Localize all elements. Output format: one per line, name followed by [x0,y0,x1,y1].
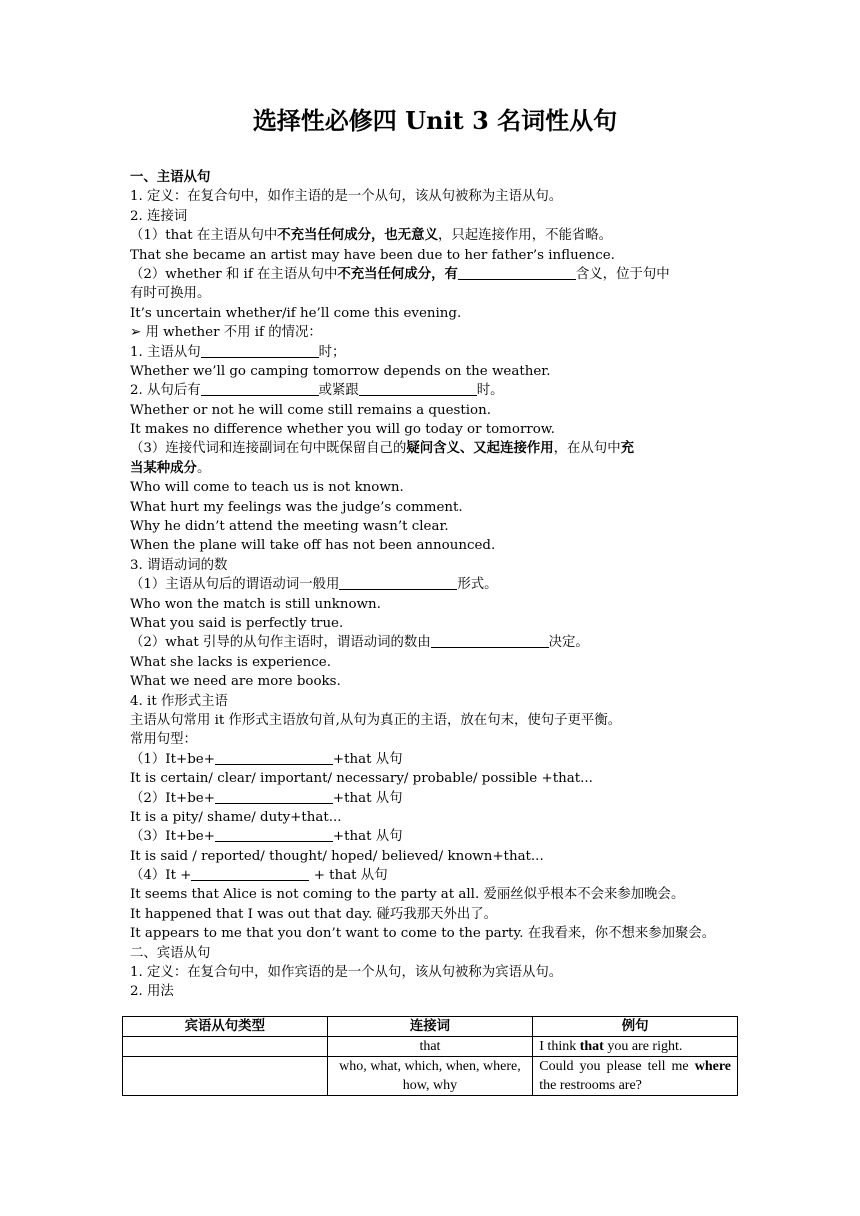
line-text: +that 从句 [332,751,403,767]
fill-in-blank [458,266,576,280]
line-text: It’s uncertain whether/if he’ll come this evening. [130,305,462,321]
text-line [130,265,736,284]
line-text: ，只起连接作用，不能省略。 [437,228,613,244]
document-body [130,168,736,1002]
text-line [130,905,736,924]
text-line [130,769,736,788]
table-cell-conjunction: that [327,1037,533,1057]
text-line [130,633,736,652]
line-text: 主语从句常用 it 作形式主语放句首,从句为真正的主语，放在句末，使句子更平衡。 [130,712,622,728]
line-text: What we need are more books. [130,674,341,690]
line-text: It is a pity/ shame/ duty+that... [130,809,342,825]
table-cell-type [123,1057,328,1096]
text-line [130,692,736,711]
line-text: Who will come to teach us is not known. [130,480,404,496]
example-text: I think [539,1039,580,1054]
text-line [130,730,736,749]
line-text: +that 从句 [332,790,403,806]
table-cell-example [533,1037,738,1057]
emphasized-text: 疑问含义、又起连接作用 [406,440,554,457]
line-text: （3）连接代词和连接副词在句中既保留自己的 [130,441,407,457]
line-text: 时。 [476,383,504,399]
emphasized-text: 不充当任何成分，也无意义 [277,227,438,244]
table-header-conjunction: 连接词 [327,1017,533,1037]
text-line [130,982,736,1001]
text-line [130,439,736,458]
line-text: What you said is perfectly true. [130,615,344,631]
table-header-type: 宾语从句类型 [123,1017,328,1037]
fill-in-blank [191,867,309,881]
line-text: It appears to me that you don’t want to come to the party. 在我看来，你不想来参加聚会。 [130,926,716,942]
line-text: （1）that 在主语从句中 [130,228,278,244]
line-text: ，在从句中 [553,441,621,457]
text-line [130,672,736,691]
text-line [130,885,736,904]
example-text: the restrooms are? [539,1078,642,1093]
line-text: 。 [196,460,211,476]
emphasized-text: 不充当任何成分，有 [337,265,458,282]
text-line [130,207,736,226]
line-text: Who won the match is still unknown. [130,596,381,612]
fill-in-blank [215,828,333,842]
text-line [130,168,736,187]
line-text: （1）It+be+ [130,751,215,767]
text-line [130,517,736,536]
text-line [130,614,736,633]
line-text: 2. 用法 [130,984,174,1000]
line-text: + that 从句 [309,868,388,884]
line-text: 形式。 [457,577,498,593]
text-line [130,478,736,497]
text-line [130,866,736,885]
table-cell-example [533,1057,738,1096]
fill-in-blank [201,382,319,396]
example-text: Could you please tell me [539,1059,695,1074]
line-text: That she became an artist may have been due to her father’s influence. [130,247,615,263]
line-text: ➢ 用 whether 不用 if 的情况： [130,325,322,341]
line-text: （1）主语从句后的谓语动词一般用 [130,577,340,593]
line-text: 一、主语从句 [130,169,211,185]
text-line [130,420,736,439]
table-cell-conjunction: who, what, which, when, where, how, why [327,1057,533,1096]
line-text: Whether we’ll go camping tomorrow depends on the weather. [130,363,551,379]
text-line [130,362,736,381]
line-text: 有时可换用。 [130,286,211,302]
line-text: It is said / reported/ thought/ hoped/ believed/ known+that... [130,848,544,864]
fill-in-blank [215,751,333,765]
text-line [130,653,736,672]
fill-in-blank [359,382,477,396]
line-text: 常用句型： [130,732,197,748]
line-text: 1. 定义：在复合句中，如作宾语的是一个从句，该从句被称为宾语从句。 [130,965,563,981]
line-text: 或紧跟 [318,383,359,399]
text-line [130,187,736,206]
line-text: What hurt my feelings was the judge’s comment. [130,499,463,515]
example-text: you are right. [603,1039,683,1054]
text-line [130,498,736,517]
text-line [130,808,736,827]
text-line [130,556,736,575]
line-text: （3）It+be+ [130,829,215,845]
line-text: When the plane will take off has not been announced. [130,538,496,554]
line-text: Why he didn’t attend the meeting wasn’t clear. [130,519,449,535]
line-text: （2）It+be+ [130,790,215,806]
example-keyword: that [579,1039,604,1054]
line-text: +that 从句 [332,829,403,845]
text-line [130,304,736,323]
text-line [130,284,736,303]
line-text: 1. 定义：在复合句中，如作主语的是一个从句，该从句被称为主语从句。 [130,189,563,205]
text-line [130,343,736,362]
text-line [130,789,736,808]
fill-in-blank [431,634,549,648]
text-line [130,595,736,614]
text-line [130,944,736,963]
line-text: 4. it 作形式主语 [130,693,228,709]
text-line [130,827,736,846]
object-clause-table [122,1016,738,1096]
table-header-example: 例句 [533,1017,738,1037]
fill-in-blank [201,344,319,358]
line-text: 决定。 [548,635,589,651]
line-text: 2. 连接词 [130,208,188,224]
line-text: It makes no difference whether you will go today or tomorrow. [130,422,555,438]
text-line [130,381,736,400]
line-text: （2）what 引导的从句作主语时，谓语动词的数由 [130,635,431,651]
text-line [130,750,736,769]
text-line [130,847,736,866]
emphasized-text: 当某种成分 [130,459,197,476]
line-text: It is certain/ clear/ important/ necessary/ probable/ possible +that... [130,771,593,787]
text-line [130,323,736,342]
table-header-row [123,1017,738,1037]
text-line [130,963,736,982]
line-text: 3. 谓语动词的数 [130,557,228,573]
line-text: It happened that I was out that day. 碰巧我那天外出了。 [130,906,498,922]
line-text: What she lacks is experience. [130,654,331,670]
line-text: 2. 从句后有 [130,383,201,399]
text-line [130,536,736,555]
table-cell-type [123,1037,328,1057]
text-line [130,246,736,265]
line-text: Whether or not he will come still remains a question. [130,402,491,418]
text-line [130,711,736,730]
table-row [123,1037,738,1057]
text-line [130,459,736,478]
text-line [130,226,736,245]
fill-in-blank [215,790,333,804]
fill-in-blank [339,576,457,590]
text-line [130,401,736,420]
line-text: 含义，位于句中 [575,266,670,282]
page-title: 选择性必修四 Unit 3 名词性从句 [252,106,618,135]
line-text: 二、宾语从句 [130,945,211,961]
table-row [123,1057,738,1096]
line-text: It seems that Alice is not coming to the party at all. 爱丽丝似乎根本不会来参加晚会。 [130,887,685,903]
line-text: 1. 主语从句 [130,344,201,360]
line-text: （4）It + [130,868,192,884]
text-line [130,575,736,594]
emphasized-text: 充 [620,440,634,457]
text-line [130,924,736,943]
line-text: （2）whether 和 if 在主语从句中 [130,266,338,282]
line-text: 时； [318,344,346,360]
example-keyword: where [694,1059,731,1074]
